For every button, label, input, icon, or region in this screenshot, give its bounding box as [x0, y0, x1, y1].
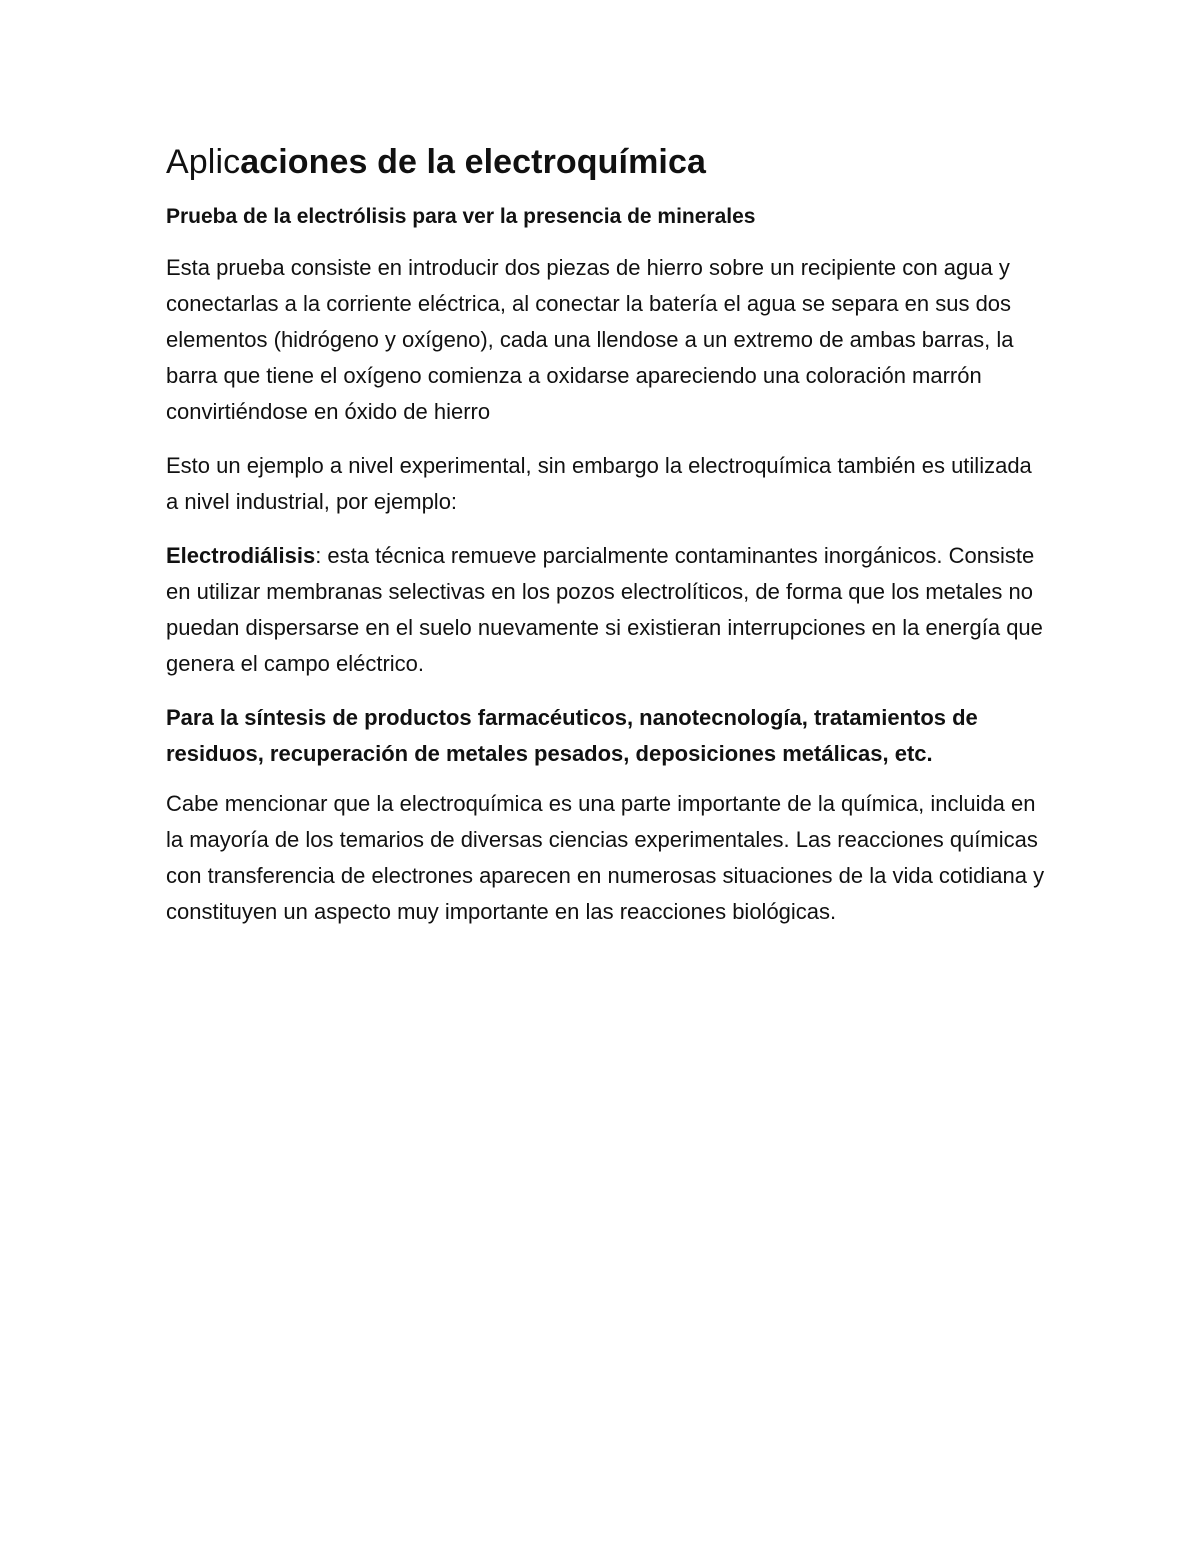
paragraph-industrial-use: Esto un ejemplo a nivel experimental, sin embargo la electroquímica también es utilizada a nivel industrial, por ejemplo:: [166, 453, 1032, 514]
paragraph-conclusion: Cabe mencionar que la electroquímica es una parte importante de la química, incluida en la mayoría de los temarios de diversas ciencias experimentales. Las reacciones químicas con transferencia de electrones aparecen en numerosas situaciones de la vida cotidiana y constituyen un aspecto muy importante en las reacciones biológicas.: [166, 791, 1045, 924]
paragraph-electrodialysis: [166, 538, 1046, 682]
paragraph-applications-list: Para la síntesis de productos farmacéuticos, nanotecnología, tratamientos de residuos, recuperación de metales pesados, deposiciones metálicas, etc.: [166, 705, 978, 766]
document-body: [166, 138, 1046, 948]
electrodialysis-term: Electrodiálisis: [166, 543, 316, 568]
electrodialysis-description: : esta técnica remueve parcialmente contaminantes inorgánicos. Consiste en utilizar membranas selectivas en los pozos electrolíticos, de forma que los metales no puedan dispersarse en el suelo nuevamente si existieran interrupciones en la energía que genera el campo eléctrico.: [166, 543, 1043, 676]
section-subheading: Prueba de la electrólisis para ver la presencia de minerales: [166, 205, 756, 228]
paragraph-electrolysis-test: Esta prueba consiste en introducir dos piezas de hierro sobre un recipiente con agua y conectarlas a la corriente eléctrica, al conectar la batería el agua se separa en sus dos elementos (hidrógeno y oxígeno), cada una llendose a un extremo de ambas barras, la barra que tiene el oxígeno comienza a oxidarse apareciendo una coloración marrón convirtiéndose en óxido de hierro: [166, 255, 1014, 424]
page-title: [166, 138, 1046, 186]
title-bold-part: aciones de la electroquímica: [240, 143, 706, 181]
title-light-part: Aplic: [166, 143, 241, 181]
